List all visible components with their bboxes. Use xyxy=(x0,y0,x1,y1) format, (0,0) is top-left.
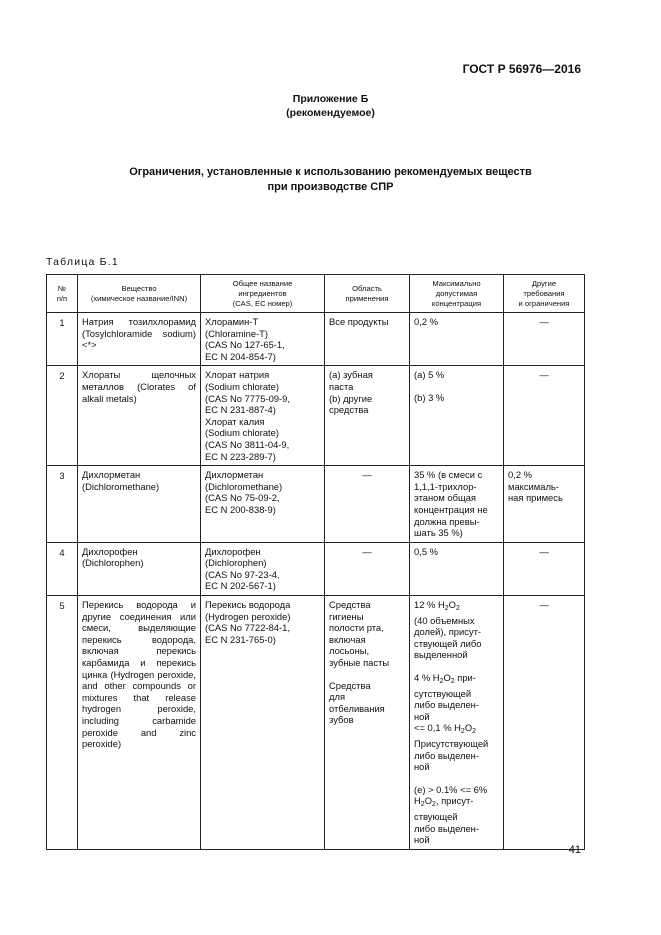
conc-3-text: Присутствующей либо выделен- ной xyxy=(414,738,489,773)
other-cell: 0,2 % максималь- ная примесь xyxy=(504,466,585,543)
appendix-heading xyxy=(0,92,661,120)
ingredient-cell: Перекись водорода (Hydrogen peroxide) (CAS No 7722-84-1, EC N 231-765-0) xyxy=(201,596,325,850)
other-cell: — xyxy=(504,596,585,850)
scope-oral-hygiene: Средства гигиены полости рта, включая лосьоны, зубные пасты xyxy=(329,599,390,669)
scope-a: (a) зубная паста xyxy=(329,369,373,392)
row-number: 5 xyxy=(47,596,78,850)
ingredient-cell: Хлорамин-Т (Chloramine-T) (CAS No 127-65-1, EC N 204-854-7) xyxy=(201,313,325,366)
header-substance: Вещество (химическое название/INN) xyxy=(78,275,201,313)
conc-4-line1: (e) > 0.1% <= 6% xyxy=(414,783,488,795)
row-number: 3 xyxy=(47,466,78,543)
table-header-row xyxy=(47,275,585,313)
appendix-label: Приложение Б xyxy=(292,93,369,105)
page-number: 41 xyxy=(568,844,581,856)
header-other: Другие требования и ограничения xyxy=(504,275,585,313)
ingredient-cell: Дихлорметан (Dichloromethane) (CAS No 75-09-2, EC N 200-838-9) xyxy=(201,466,325,543)
conc-3-prefix: <= 0,1 % H xyxy=(414,722,461,734)
row-number: 2 xyxy=(47,366,78,466)
scope-cell: — xyxy=(325,542,410,595)
ingredient-cell: Хлорат натрия (Sodium chlorate) (CAS No 7775-09-9, EC N 231-887-4) Хлорат калия (Sodium chlorate) (CAS No 3811-04-9, EC N 223-289-7) xyxy=(201,366,325,466)
header-scope: Область применения xyxy=(325,275,410,313)
document-title xyxy=(0,165,661,195)
subscript: 2 xyxy=(450,678,455,686)
conc-1-text: (40 объемных долей), присут- ствующей либо выделенной xyxy=(414,614,482,661)
conc-1-prefix: 12 % H xyxy=(414,599,445,611)
subscript: 2 xyxy=(439,678,444,686)
table-row xyxy=(47,596,585,850)
ingredient-cell: Дихлорофен (Dichlorophen) (CAS No 97-23-4, EC N 202-567-1) xyxy=(201,542,325,595)
table-row xyxy=(47,466,585,543)
conc-2-text: при- сутствующей либо выделен- ной xyxy=(414,672,479,722)
title-line-1: Ограничения, установленные к использованию рекомендуемых веществ xyxy=(129,166,532,178)
header-number: № п/п xyxy=(47,275,78,313)
table-row xyxy=(47,313,585,366)
concentration-cell: 0,2 % xyxy=(410,313,504,366)
subscript: 2 xyxy=(444,605,449,613)
restrictions-table xyxy=(46,274,585,850)
row-number: 4 xyxy=(47,542,78,595)
substance-cell: Хлораты щелочных металлов (Clorates of alkali metals) xyxy=(78,366,201,466)
row-number: 1 xyxy=(47,313,78,366)
scope-cell: — xyxy=(325,466,410,543)
substance-cell: Перекись водорода и другие соединения или смеси, выделяющие перекись водорода, включая перекись карбамида и перекись цинка (Hydrogen peroxide, and other compounds or mixtures that release hydrogen peroxide, including carbamide peroxide and zinc peroxide) xyxy=(78,596,201,850)
substance-cell: Дихлорофен (Dichlorophen) xyxy=(78,542,201,595)
subscript: 2 xyxy=(431,801,436,809)
concentration-cell xyxy=(410,366,504,466)
concentration-2: 4 % $H_2O_2$ при- сутствующей либо выделен- ной xyxy=(414,672,479,722)
subscript: 2 xyxy=(455,605,460,613)
other-cell: — xyxy=(504,542,585,595)
title-line-2: при производстве СПР xyxy=(267,181,394,193)
concentration-cell: 35 % (в смеси с 1,1,1-трихлор- этаном общая концентрация не должна превы- шать 35 %) xyxy=(410,466,504,543)
subscript: 2 xyxy=(420,801,425,809)
table-row xyxy=(47,542,585,595)
concentration-1: 12 % $H_2O_2$ (40 объемных долей), присут- ствующей либо выделенной xyxy=(414,599,499,661)
table-label: Таблица Б.1 xyxy=(46,256,119,268)
scope-cell xyxy=(325,596,410,850)
concentration-cell xyxy=(410,596,504,850)
other-cell: — xyxy=(504,313,585,366)
scope-b: (b) другие средства xyxy=(329,392,373,416)
table-row xyxy=(47,366,585,466)
subscript: 2 xyxy=(460,728,465,736)
concentration-3: <= 0,1 % $H_2O_2$ Присутствующей либо выделен- ной xyxy=(414,722,499,772)
scope-cell xyxy=(325,366,410,466)
scope-whitening: Средства для отбеливания зубов xyxy=(329,679,385,726)
header-concentration: Максимально допустимая концентрация xyxy=(410,275,504,313)
substance-cell: Натрия тозилхлорамид (Tosylchloramide sodium) <*> xyxy=(78,313,201,366)
standard-number: ГОСТ Р 56976—2016 xyxy=(462,62,581,76)
other-cell: — xyxy=(504,366,585,466)
scope-cell: Все продукты xyxy=(325,313,410,366)
header-ingredient: Общее название ингредиентов (CAS, ЕС номер) xyxy=(201,275,325,313)
concentration-cell: 0,5 % xyxy=(410,542,504,595)
appendix-status: (рекомендуемое) xyxy=(286,107,375,119)
conc-4-text: , присут- ствующей либо выделен- ной xyxy=(414,795,479,846)
concentration-b: (b) 3 % xyxy=(414,391,445,403)
concentration-4: (e) > 0.1% <= 6% $H_2O_2$, присут- ствующей либо выделен- ной xyxy=(414,784,499,846)
subscript: 2 xyxy=(472,728,477,736)
concentration-a: (a) 5 % xyxy=(414,369,445,381)
conc-4-prefix: H xyxy=(414,795,421,807)
substance-cell: Дихлорметан (Dichloromethane) xyxy=(78,466,201,543)
conc-2-prefix: 4 % H xyxy=(414,672,440,684)
